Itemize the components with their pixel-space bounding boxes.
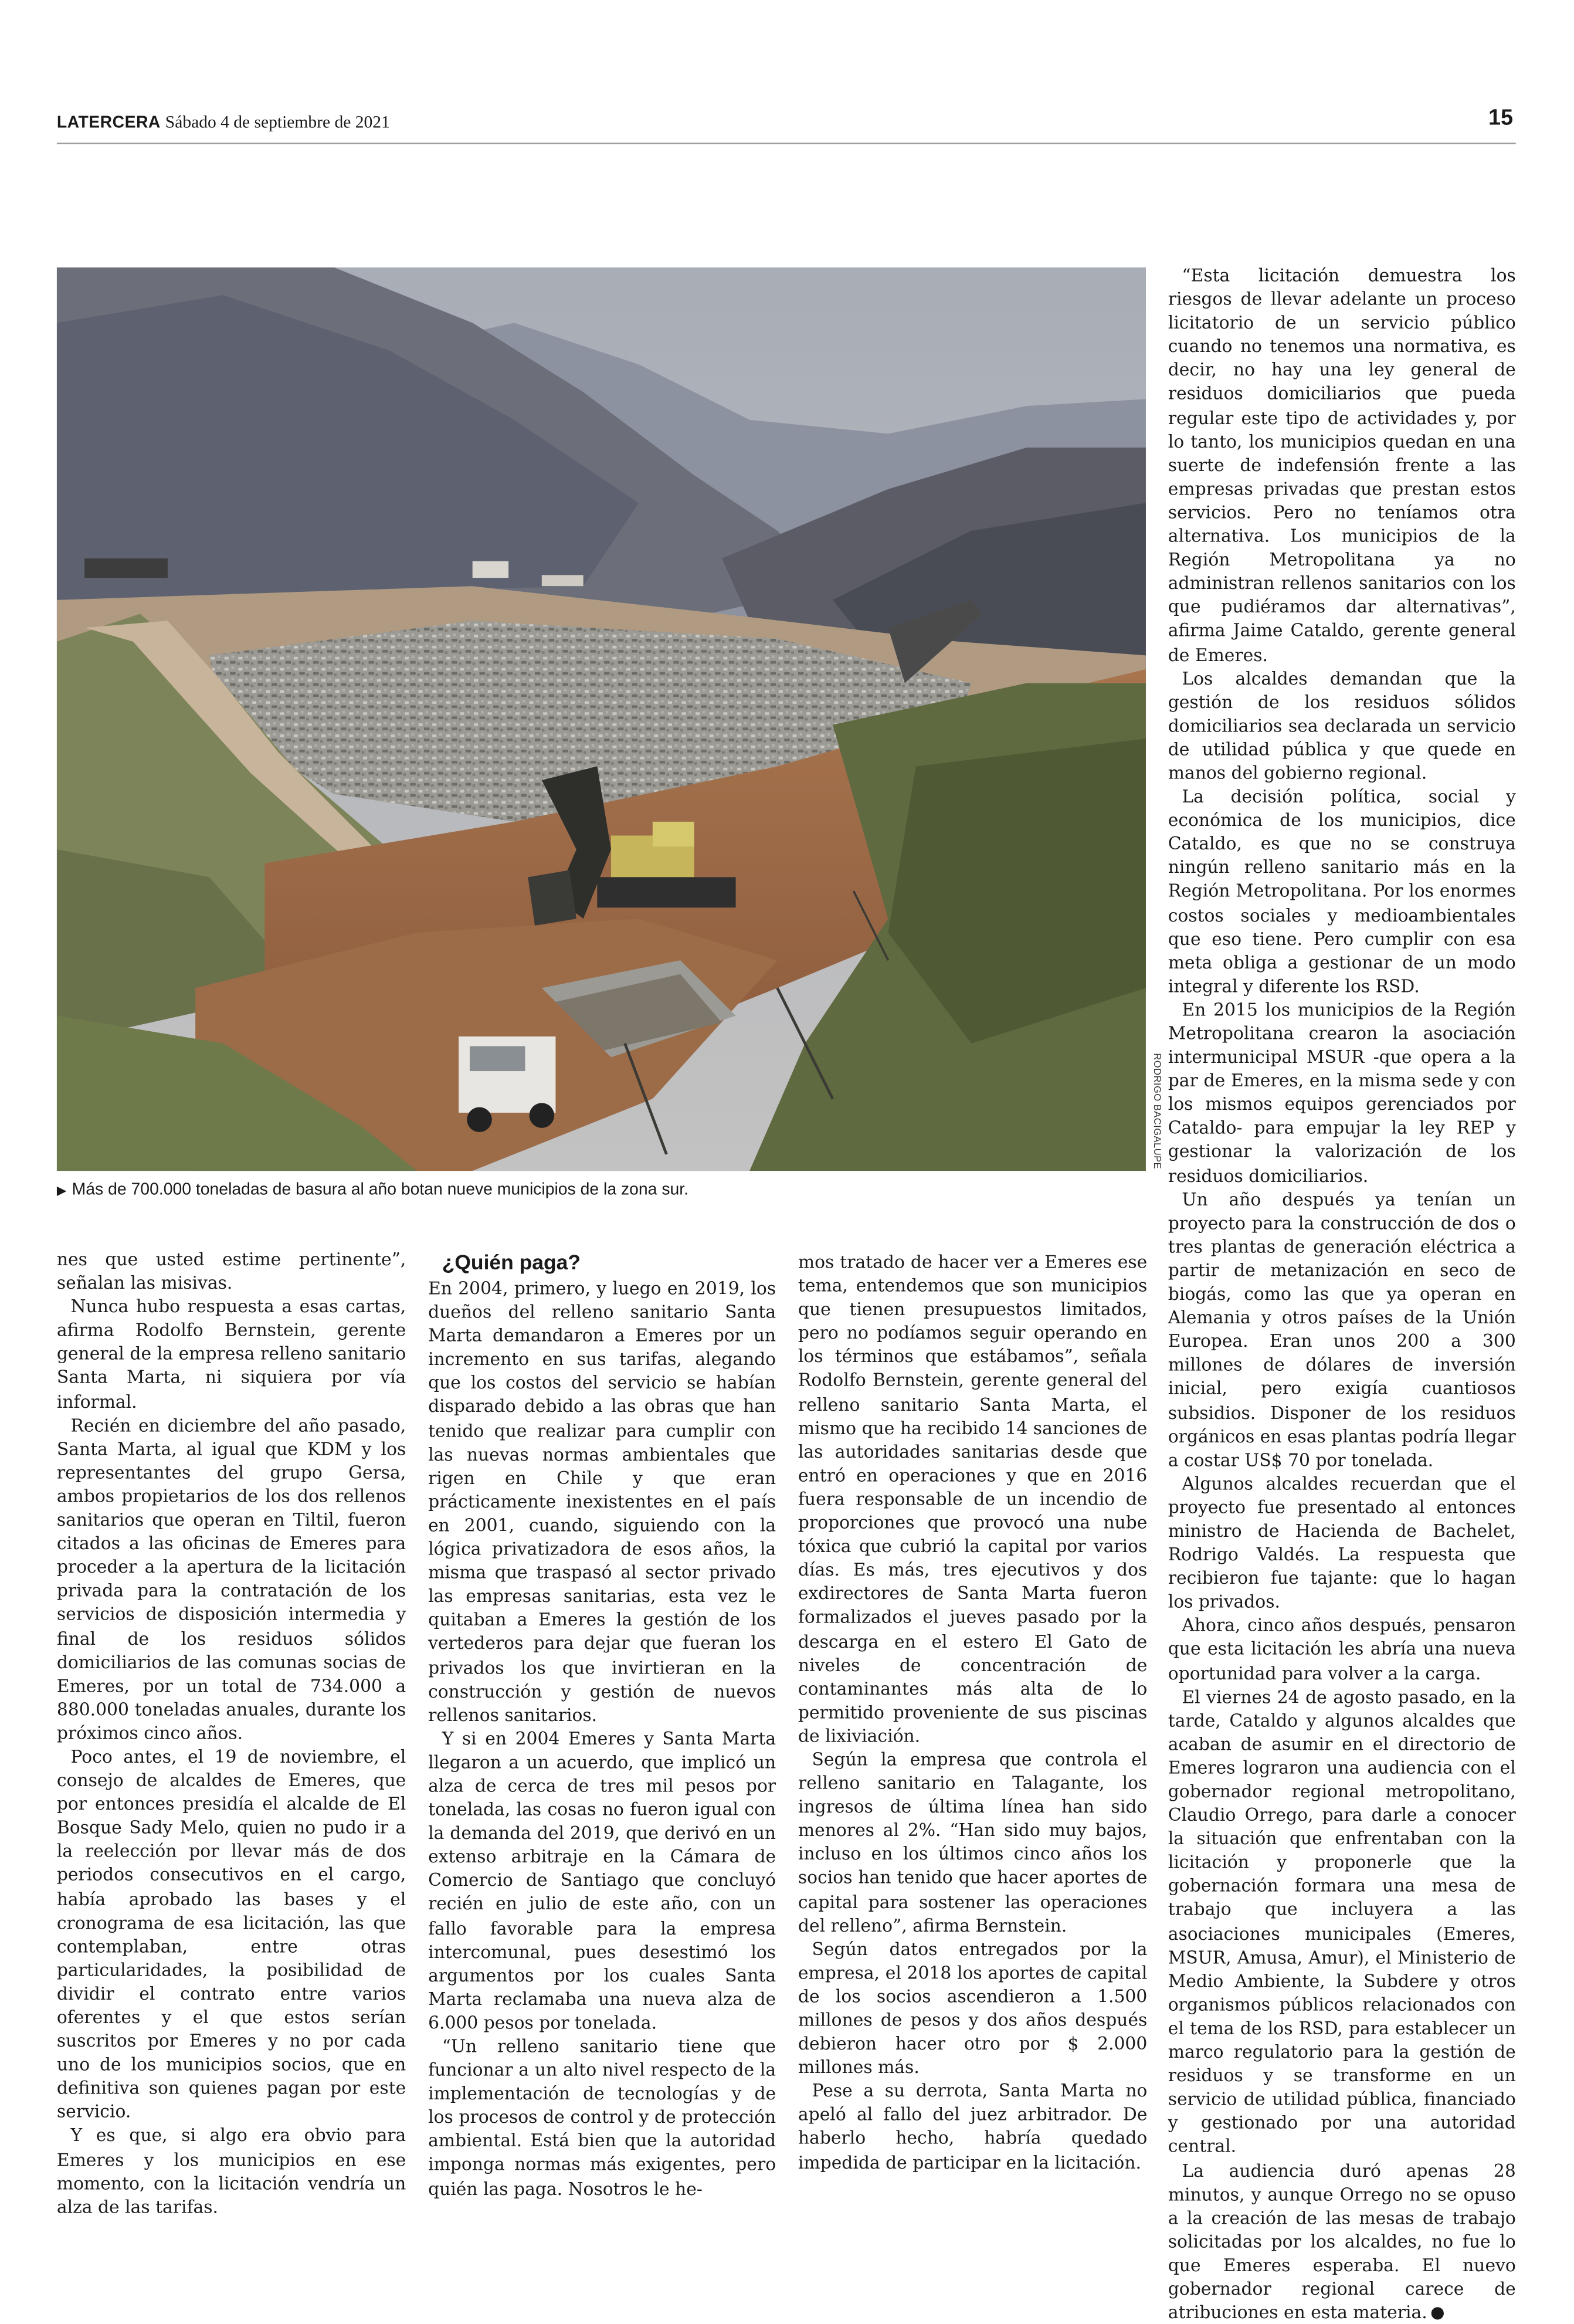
photo-credit-text: RODRIGO BACIGALUPE bbox=[1151, 1053, 1161, 1170]
brand-name: LATERCERA bbox=[56, 112, 161, 132]
subheading: ¿Quién paga? bbox=[442, 1251, 581, 1275]
paragraph: “Un relleno sanitario tiene que funcionar a un alto nivel respecto de la implementación de tecnologías y de los procesos de control y de protección ambiental. Está bien que la autoridad imponga normas más exigentes, pero quién las paga. Nosotros le he- bbox=[428, 2035, 776, 2198]
paragraph: Ahora, cinco años después, pensaron que esta licitación les abría una nueva oportunidad para volver a la carga. bbox=[1168, 1614, 1516, 1683]
paragraph: Algunos alcaldes recuerdan que el proyecto fue presentado al entonces ministro de Hacienda de Bachelet, Rodrigo Valdés. La respuesta que recibieron fue tajante: que lo hagan los privados. bbox=[1168, 1472, 1516, 1612]
paragraph: En 2004, primero, y luego en 2019, los dueños del relleno sanitario Santa Marta demandaron a Emeres por un incremento en sus tarifas, alegando que los costos del servicio se habían disparado debido a las obras que han tenido que realizar para cumplir con las nuevas normas ambientales que rigen en Chile y que eran prácticamente inexistentes en el país en 2001, cuando, siguiendo con la lógica privatizadora de esos años, la misma que traspasó al sector privado las empresas sanitarias, esta vez le quitaban a Emeres la gestión de los vertederos para dejar que fueran los privados los que invirtieran en la construcción y gestión de nuevos rellenos sanitarios. bbox=[428, 1278, 776, 1725]
issue-date: Sábado 4 de septiembre de 2021 bbox=[165, 112, 390, 132]
paragraph: nes que usted estime pertinente”, señalan las misivas. bbox=[56, 1248, 406, 1293]
article-column-1 bbox=[57, 1247, 406, 2218]
paragraph: Los alcaldes demandan que la gestión de los residuos sólidos domiciliarios sea declarada un servicio de utilidad pública y que quede en manos del gobierno regional. bbox=[1168, 667, 1516, 783]
photo-caption-text: Más de 700.000 toneladas de basura al año botan nueve municipios de la zona sur. bbox=[72, 1179, 689, 1199]
paragraph: Recién en diciembre del año pasado, Santa Marta, al igual que KDM y los representantes del grupo Gersa, ambos propietarios de los dos rellenos sanitarios que operan en Tiltil, fueron citados a las oficinas de Emeres para proceder a la apertura de la licitación privada para la contratación de los servicios de disposición intermedia y final de los residuos sólidos domiciliarios de las comunas socias de Emeres, por un total de 734.000 a 880.000 toneladas anuales, durante los próximos cinco años. bbox=[56, 1414, 406, 1743]
page-number: 15 bbox=[1488, 106, 1514, 131]
play-triangle-icon: ▶ bbox=[56, 1183, 67, 1198]
paragraph: Según la empresa que controla el relleno sanitario en Talagante, los ingresos de última línea han sido menores al 2%. “Han sido muy bajos, incluso en los últimos cinco años los socios han tenido que hacer aportes de capital para sostener las operaciones del relleno”, afirma Bernstein. bbox=[798, 1749, 1148, 1936]
end-mark-icon bbox=[1431, 2307, 1444, 2319]
paragraph-final-text: La audiencia duró apenas 28 minutos, y aunque Orrego no se opuso a la creación de las mesas de trabajo solicitadas por los alcaldes, no fue lo que Emeres esperaba. El nuevo gobernador regional carece de atribuciones en esta materia. bbox=[1168, 2159, 1516, 2323]
paragraph: Un año después ya tenían un proyecto para la construcción de dos o tres plantas de generación eléctrica a partir de metanización en seco de biogás, como las que ya operan en Alemania y otros países de la Unión Europea. Eran unos 200 a 300 millones de dólares de inversión inicial, pero exigía cuantiosos subsidios. Disponer de los residuos orgánicos en esas plantas podría llegar a costar US$ 70 por tonelada. bbox=[1168, 1188, 1516, 1470]
photo-credit bbox=[1149, 1053, 1163, 1171]
photo-caption bbox=[57, 1179, 688, 1198]
paragraph: Según datos entregados por la empresa, el 2018 los aportes de capital de los socios ascendieron a 1.500 millones de pesos y dos años después debieron hacer otro por $ 2.000 millones más. bbox=[798, 1938, 1148, 2078]
paragraph: mos tratado de hacer ver a Emeres ese tema, entendemos que son municipios que tienen presupuestos limitados, pero no podíamos seguir operando en los términos que estábamos”, señala Rodolfo Bernstein, gerente general del relleno sanitario Santa Marta, el mismo que ha recibido 14 sanciones de las autoridades sanitarias desde que entró en operaciones y que en 2016 fuera responsable de un incendio de proporciones que provocó una nube tóxica que cubrió la capital por varios días. Es más, tres ejecutivos y dos exdirectores de Santa Marta fueron formalizados el jueves pasado por la descarga en el estero El Gato de niveles de concentración de contaminantes más alta de lo permitido proveniente de sus piscinas de lixiviación. bbox=[798, 1251, 1148, 1746]
header-rule bbox=[57, 143, 1516, 144]
paragraph: El viernes 24 de agosto pasado, en la tarde, Cataldo y algunos alcaldes que acaban de asumir en el directorio de Emeres lograron una audiencia con el gobernador regional metropolitano, Claudio Orrego, para darle a conocer la situación que enfrentaban con la licitación y proponerle que la gobernación formara una mesa de trabajo que incluyera a las asociaciones municipales (Emeres, MSUR, Amusa, Amur), el Ministerio de Medio Ambiente, la Subdere y otros organismos públicos relacionados con el tema de los RSD, para establecer un marco regulatorio para la gestión de residuos y se transforme en un servicio de utilidad pública, financiado y gestionado por una autoridad central. bbox=[1168, 1686, 1516, 2157]
paragraph: Y es que, si algo era obvio para Emeres y los municipios en ese momento, con la licitación vendría un alza de las tarifas. bbox=[56, 2125, 406, 2217]
paragraph: En 2015 los municipios de la Región Metropolitana crearon la asociación intermunicipal MSUR -que opera a la par de Emeres, en la misma sede y con los mismos equipos gerenciados por Cataldo- para empujar la ley REP y gestionar la valorización de los residuos domiciliarios. bbox=[1168, 998, 1516, 1186]
paragraph: La decisión política, social y económica de los municipios, dice Cataldo, es que no se construya ningún relleno sanitario más en la Región Metropolitana. Por los enormes costos sociales y medioambientales que eso tiene. Pero cumplir con esa meta obliga a gestionar de un modo integral y diferente los RSD. bbox=[1168, 785, 1516, 997]
paragraph: Nunca hubo respuesta a esas cartas, afirma Rodolfo Bernstein, gerente general de la empresa relleno sanitario Santa Marta, ni siquiera por vía informal. bbox=[56, 1296, 406, 1412]
article-column-4 bbox=[1168, 263, 1516, 2324]
article-column-3 bbox=[798, 1250, 1147, 2174]
paragraph: Pese a su derrota, Santa Marta no apeló al fallo del juez arbitrador. De haberlo hecho, habría quedado impedida de participar en la licitación. bbox=[798, 2080, 1148, 2173]
landfill-photo bbox=[57, 267, 1146, 1171]
paragraph-final bbox=[1168, 2158, 1516, 2324]
paragraph: Poco antes, el 19 de noviembre, el consejo de alcaldes de Emeres, que por entonces presidía el alcalde de El Bosque Sady Melo, quien no pudo ir a la reelección por llevar más de dos periodos consecutivos en el cargo, había aprobado las bases y el cronograma de esa licitación, las que contemplaban, entre otras particularidades, la posibilidad de dividir el contrato entre varios oferentes y el que estos serían suscritos por Emeres y no por cada uno de los municipios socios, que en definitiva son quienes pagan por este servicio. bbox=[56, 1746, 406, 2122]
paragraph: Y si en 2004 Emeres y Santa Marta llegaron a un acuerdo, que implicó un alza de cerca de tres mil pesos por tonelada, las cosas no fueron igual con la demanda del 2019, que derivó en un extenso arbitraje en la Cámara de Comercio de Santiago que concluyó recién en julio de este año, con un fallo favorable para la empresa intercomunal, pues desestimó los argumentos por los cuales Santa Marta reclamaba una nueva alza de 6.000 pesos por tonelada. bbox=[428, 1727, 776, 2033]
paragraph: “Esta licitación demuestra los riesgos de llevar adelante un proceso licitatorio de un servicio público cuando no tenemos una normativa, es decir, no hay una ley general de residuos domiciliarios que pueda regular este tipo de actividades y, por lo tanto, los municipios quedan en una suerte de indefensión frente a las empresas privadas que prestan estos servicios. Pero no teníamos otra alternativa. Los municipios de la Región Metropolitana ya no administran rellenos sanitarios con los que pudiéramos dar alternativas”, afirma Jaime Cataldo, gerente general de Emeres. bbox=[1168, 265, 1516, 665]
article-column-2 bbox=[428, 1251, 776, 2200]
masthead bbox=[57, 112, 390, 140]
